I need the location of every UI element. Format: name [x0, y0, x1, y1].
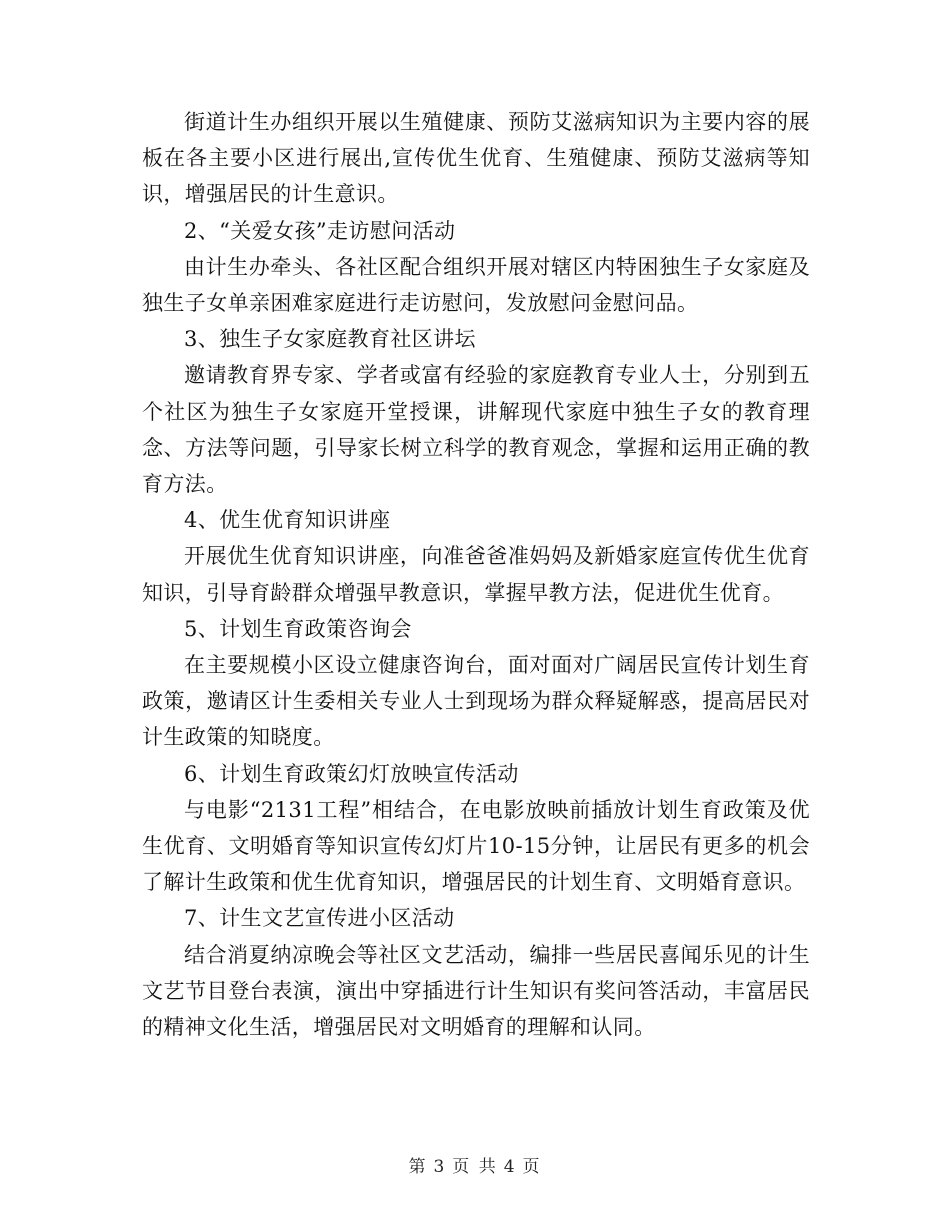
total-page-number: 4	[503, 1157, 517, 1177]
footer-prefix: 第	[408, 1157, 428, 1177]
paragraph: 街道计生办组织开展以生殖健康、预防艾滋病知识为主要内容的展板在各主要小区进行展出,宣传优生优育、生殖健康、预防艾滋病等知识，增强居民的计生意识。	[142, 110, 810, 207]
paragraph: 开展优生优育知识讲座，向准爸爸准妈妈及新婚家庭宣传优生优育知识，引导育龄群众增强早教意识，掌握早教方法，促进优生优育。	[142, 544, 810, 605]
paragraph: 与电影“2131工程”相结合，在电影放映前插放计划生育政策及优生优育、文明婚育等知识宣传幻灯片10-15分钟，让居民有更多的机会了解计生政策和优生优育知识，增强居民的计划生育、文明婚育意识。	[142, 797, 810, 895]
paragraph: 在主要规模小区设立健康咨询台，面对面对广阔居民宣传计划生育政策，邀请区计生委相关专业人士到现场为群众释疑解惑，提高居民对计生政策的知晓度。	[142, 653, 810, 750]
page-footer	[0, 1152, 950, 1177]
paragraph: 邀请教育界专家、学者或富有经验的家庭教育专业人士，分别到五个社区为独生子女家庭开堂授课，讲解现代家庭中独生子女的教育理念、方法等问题，引导家长树立科学的教育观念，掌握和运用正确的教育方法。	[142, 363, 810, 497]
section-heading: 7、计生文艺宣传进小区活动	[184, 906, 455, 931]
section-heading: 4、优生优育知识讲座	[184, 508, 391, 533]
section-heading: 3、独生子女家庭教育社区讲坛	[184, 327, 476, 352]
section-heading: 2、“关爱女孩”走访慰问活动	[184, 218, 456, 243]
paragraph: 结合消夏纳凉晚会等社区文艺活动，编排一些居民喜闻乐见的计生文艺节目登台表演，演出中穿插进行计生知识有奖问答活动，丰富居民的精神文化生活，增强居民对文明婚育的理解和认同。	[142, 942, 810, 1040]
current-page-number: 3	[433, 1157, 447, 1177]
footer-middle: 页 共	[452, 1157, 498, 1177]
paragraph: 由计生办牵头、各社区配合组织开展对辖区内特困独生子女家庭及独生子女单亲困难家庭进行走访慰问，发放慰问金慰问品。	[142, 254, 810, 316]
document-body	[142, 104, 810, 1045]
section-heading: 5、计划生育政策咨询会	[184, 616, 412, 641]
section-heading: 6、计划生育政策幻灯放映宣传活动	[184, 761, 519, 786]
footer-suffix: 页	[522, 1157, 542, 1177]
